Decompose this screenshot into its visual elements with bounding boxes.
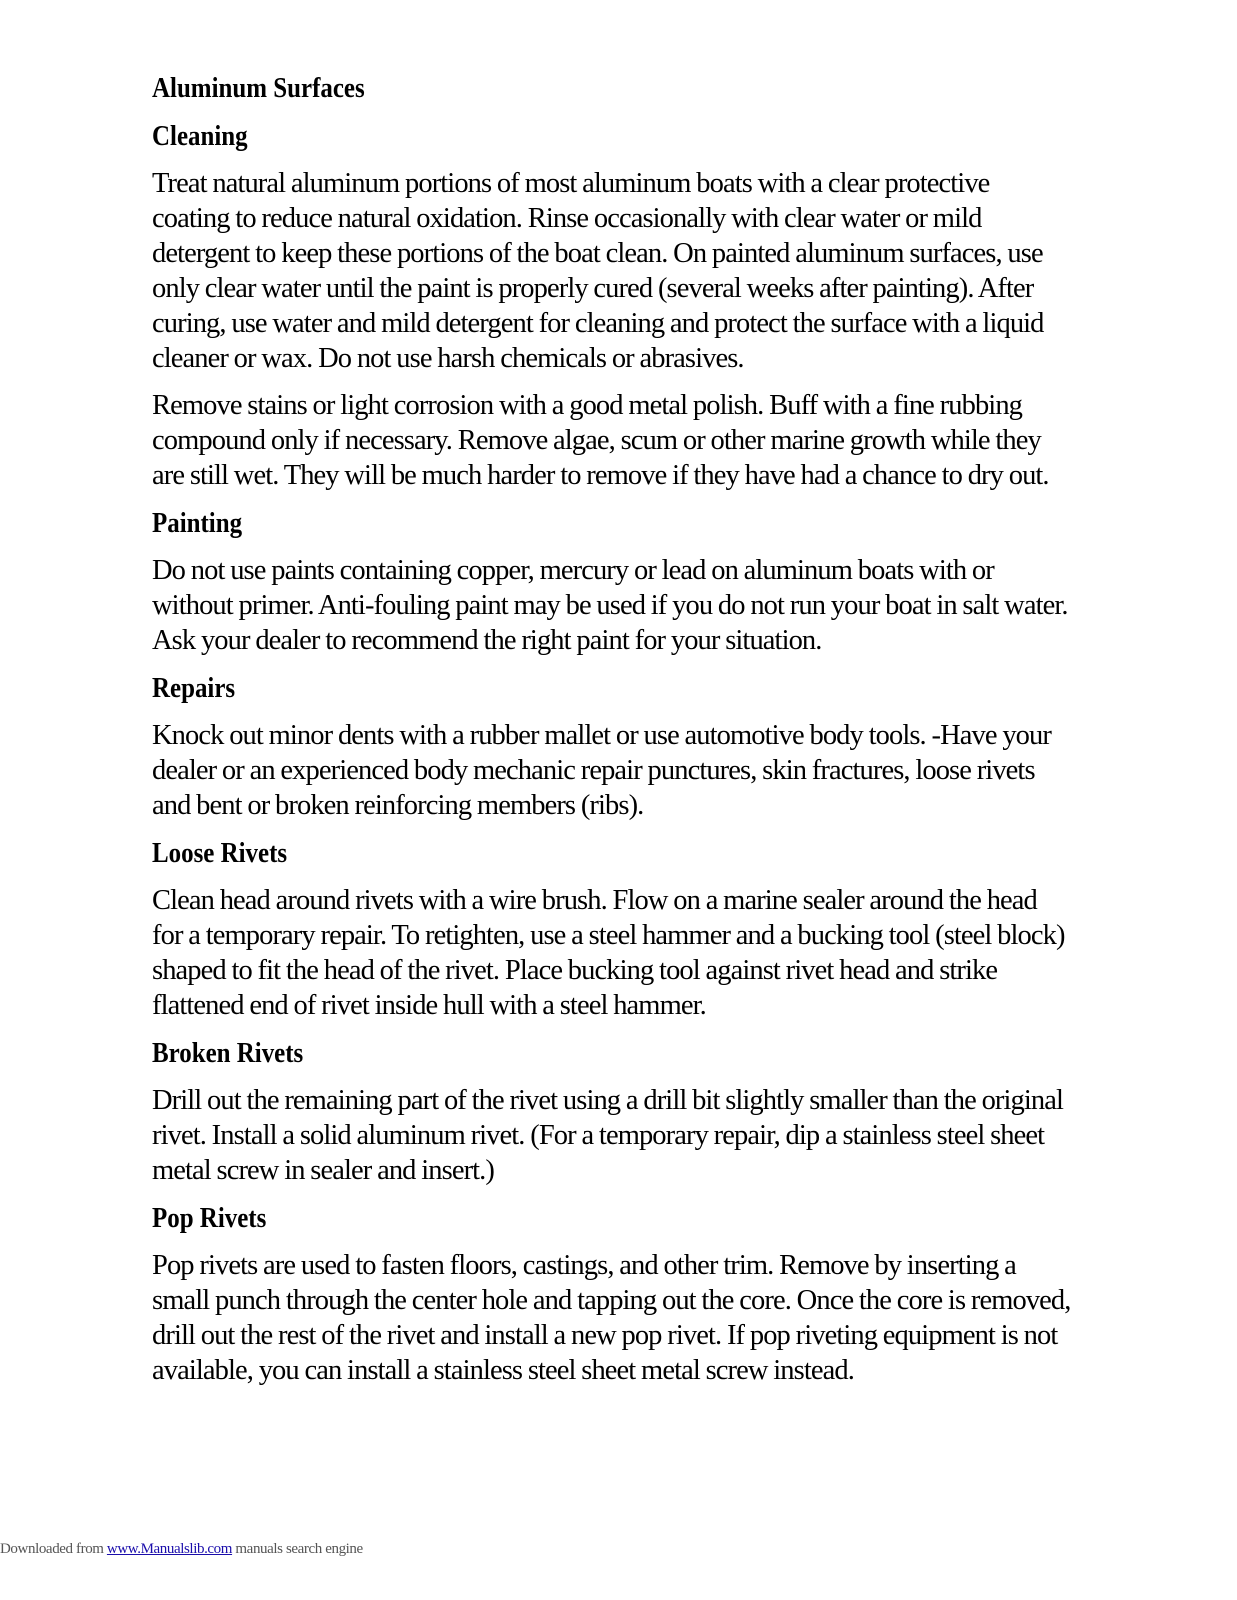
paragraph-painting: Do not use paints containing copper, mercury or lead on aluminum boats with or without primer. Anti-fouling paint may be used if you do not run your boat in salt water. Ask your dealer to recommend the right paint for your situation. [152,555,1068,656]
paragraph-cleaning-2: Remove stains or light corrosion with a good metal polish. Buff with a fine rubbing compound only if necessary. Remove algae, scum or other marine growth while they are still wet. They will be much harder to remove if they have had a chance to dry out. [152,390,1049,491]
section-heading-cleaning: Cleaning [152,120,248,152]
section-heading-broken-rivets: Broken Rivets [152,1037,304,1069]
paragraph-cleaning-1: Treat natural aluminum portions of most aluminum boats with a clear protective coating to reduce natural oxidation. Rinse occasionally with clear water or mild detergent to keep these portions of the boat clean. On painted aluminum surfaces, use only clear water until the paint is properly cured (several weeks after painting). After curing, use water and mild detergent for cleaning and protect the surface with a liquid cleaner or wax. Do not use harsh chemicals or abrasives. [152,168,1044,374]
section-heading-repairs: Repairs [152,672,236,704]
section-heading-loose-rivets: Loose Rivets [152,837,288,869]
paragraph-repairs: Knock out minor dents with a rubber mallet or use automotive body tools. -Have your dealer or an experienced body mechanic repair punctures, skin fractures, loose rivets and bent or broken reinforcing members (ribs). [152,720,1051,821]
page-title: Aluminum Surfaces [152,72,365,104]
paragraph-broken-rivets: Drill out the remaining part of the rivet using a drill bit slightly smaller than the original rivet. Install a solid aluminum rivet. (For a temporary repair, dip a stainless steel sheet metal screw in sealer and insert.) [152,1085,1064,1186]
download-footer [0,1541,363,1558]
footer-suffix: manuals search engine [232,1541,363,1557]
paragraph-pop-rivets: Pop rivets are used to fasten floors, castings, and other trim. Remove by inserting a small punch through the center hole and tapping out the core. Once the core is removed, drill out the rest of the rivet and install a new pop rivet. If pop riveting equipment is not available, you can install a stainless steel sheet metal screw instead. [152,1250,1071,1386]
footer-prefix: Downloaded from [0,1541,107,1557]
section-heading-pop-rivets: Pop Rivets [152,1202,267,1234]
paragraph-loose-rivets: Clean head around rivets with a wire brush. Flow on a marine sealer around the head for a temporary repair. To retighten, use a steel hammer and a bucking tool (steel block) shaped to fit the head of the rivet. Place bucking tool against rivet head and strike flattened end of rivet inside hull with a steel hammer. [152,885,1065,1021]
section-heading-painting: Painting [152,507,243,539]
manualslib-link[interactable]: www.Manualslib.com [106,1541,233,1557]
document-page [152,70,1072,1400]
